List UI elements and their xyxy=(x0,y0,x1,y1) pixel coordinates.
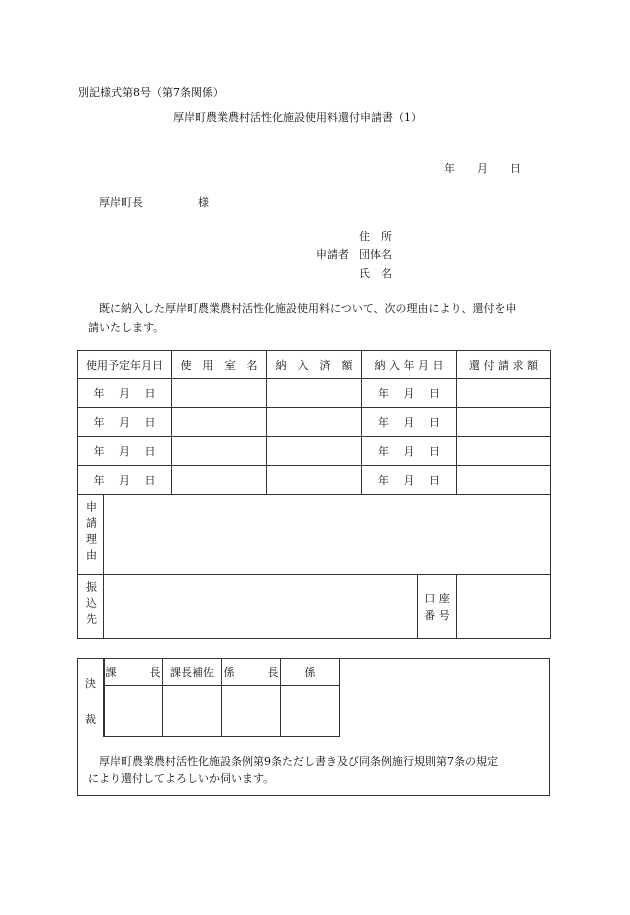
header-paid-date: 納 入 年 月 日 xyxy=(362,351,457,379)
refund-amount-cell[interactable] xyxy=(457,379,551,408)
room-name-cell[interactable] xyxy=(172,379,267,408)
recipient: 厚岸町長 様 xyxy=(99,196,209,209)
paid-date-cell[interactable]: 年 月 日 xyxy=(362,466,457,495)
paid-date-cell[interactable]: 年 月 日 xyxy=(362,379,457,408)
approval-note-line-1: 厚岸町農業農村活性化施設条例第9条ただし書き及び同条例施行規則第7条の規定 xyxy=(99,755,498,768)
role-assistant-chief: 課長補佐 xyxy=(163,659,222,686)
approval-label-cell xyxy=(78,659,105,737)
stamp-cell[interactable] xyxy=(163,686,222,737)
refund-amount-cell[interactable] xyxy=(457,408,551,437)
approval-box xyxy=(77,658,550,796)
use-date-cell[interactable]: 年 月 日 xyxy=(78,379,172,408)
account-label-1: 口 座 xyxy=(424,591,450,605)
use-date-cell[interactable]: 年 月 日 xyxy=(78,408,172,437)
stamp-cell[interactable] xyxy=(222,686,281,737)
table-row xyxy=(78,437,551,466)
org-label: 団体名 xyxy=(359,248,392,261)
intro-line-2: 請いたします。 xyxy=(88,321,165,334)
role-staff: 係 xyxy=(281,659,340,686)
reason-field[interactable] xyxy=(104,495,551,575)
reason-row xyxy=(78,495,551,575)
stamp-cell[interactable] xyxy=(281,686,340,737)
use-date-cell[interactable]: 年 月 日 xyxy=(78,466,172,495)
room-name-cell[interactable] xyxy=(172,466,267,495)
paid-date-cell[interactable]: 年 月 日 xyxy=(362,408,457,437)
approval-label-2: 裁 xyxy=(85,713,96,726)
transfer-label: 振込先 xyxy=(84,581,98,629)
transfer-row xyxy=(78,575,551,639)
account-label-2: 番 号 xyxy=(424,608,450,622)
date-line: 年 月 日 xyxy=(444,162,521,175)
paid-amount-cell[interactable] xyxy=(267,408,362,437)
use-date-cell[interactable]: 年 月 日 xyxy=(78,437,172,466)
form-number: 別記様式第8号（第7条関係） xyxy=(78,86,224,99)
table-header-row xyxy=(78,351,551,379)
paid-amount-cell[interactable] xyxy=(267,466,362,495)
approval-stamp-table xyxy=(103,658,340,737)
room-name-cell[interactable] xyxy=(172,408,267,437)
address-label: 住 所 xyxy=(359,230,392,243)
applicant-label: 申請者 xyxy=(316,248,349,261)
stamp-cell[interactable] xyxy=(104,686,163,737)
intro-line-1: 既に納入した厚岸町農業農村活性化施設使用料について、次の理由により、還付を申 xyxy=(99,302,517,315)
account-label-box xyxy=(417,575,456,638)
room-name-cell[interactable] xyxy=(172,437,267,466)
reason-label: 申請理由 xyxy=(84,501,98,565)
header-room-name: 使 用 室 名 xyxy=(172,351,267,379)
refund-table xyxy=(77,350,551,639)
approval-note-line-2: により還付してよろしいか伺います。 xyxy=(88,772,275,785)
header-refund-amount: 還 付 請 求 額 xyxy=(457,351,551,379)
paid-date-cell[interactable]: 年 月 日 xyxy=(362,437,457,466)
transfer-field[interactable] xyxy=(104,575,457,639)
paid-amount-cell[interactable] xyxy=(267,437,362,466)
refund-amount-cell[interactable] xyxy=(457,466,551,495)
table-row xyxy=(78,379,551,408)
page-title: 厚岸町農業農村活性化施設使用料還付申請書（1） xyxy=(173,111,422,124)
table-row xyxy=(78,466,551,495)
role-unit-chief: 係 長 xyxy=(222,659,281,686)
approval-label-1: 決 xyxy=(85,677,96,690)
table-row xyxy=(78,408,551,437)
refund-amount-cell[interactable] xyxy=(457,437,551,466)
header-use-date: 使用予定年月日 xyxy=(78,351,172,379)
role-section-chief: 課 長 xyxy=(104,659,163,686)
account-number-field[interactable] xyxy=(457,575,551,639)
header-paid-amount: 納 入 済 額 xyxy=(267,351,362,379)
name-label: 氏 名 xyxy=(359,267,392,280)
paid-amount-cell[interactable] xyxy=(267,379,362,408)
